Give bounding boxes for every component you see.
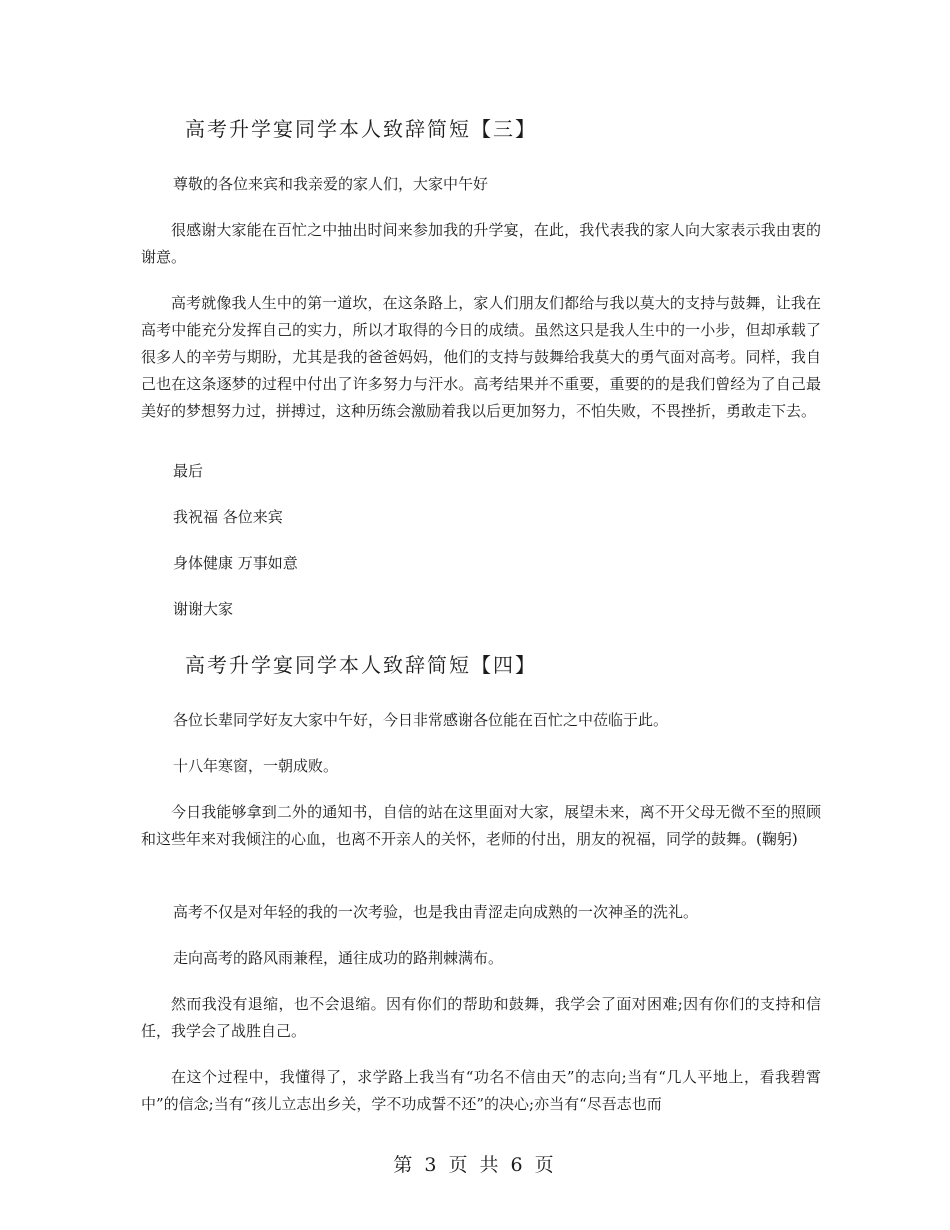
road-paragraph: 走向高考的路风雨兼程，通往成功的路荆棘满布。 bbox=[173, 949, 504, 967]
no-retreat-paragraph: 然而我没有退缩，也不会退缩。因有你们的帮助和鼓舞，我学会了面对困难;因有你们的支持和信任，我学会了战胜自己。 bbox=[141, 995, 821, 1040]
notice-paragraph: 今日我能够拿到二外的通知书，自信的站在这里面对大家，展望未来，离不开父母无微不至的照顾和这些年来对我倾注的心血，也离不开亲人的关怀，老师的付出，朋友的祝福，同学的鼓舞。(鞠躬) bbox=[141, 803, 821, 848]
closing-line-thanks: 谢谢大家 bbox=[173, 600, 234, 618]
opening-paragraph: 各位长辈同学好友大家中午好，今日非常感谢各位能在百忙之中莅临于此。 bbox=[173, 711, 669, 729]
closing-line-blessing: 我祝福 各位来宾 bbox=[173, 508, 283, 526]
page-number: 第 3 页 共 6 页 bbox=[393, 1154, 557, 1176]
thanks-paragraph: 很感谢大家能在百忙之中抽出时间来参加我的升学宴，在此，我代表我的家人向大家表示我由衷的谢意。 bbox=[141, 221, 821, 266]
learning-paragraph: 在这个过程中，我懂得了，求学路上我当有“功名不信由天”的志向;当有“几人平地上，看我碧霄中”的信念;当有“孩儿立志出乡关，学不功成誓不还”的决心;亦当有“尽吾志也而 bbox=[141, 1068, 821, 1113]
closing-line-last: 最后 bbox=[173, 462, 204, 480]
section-heading-4: 高考升学宴同学本人致辞简短【四】 bbox=[185, 653, 537, 677]
test-paragraph: 高考不仅是对年轻的我的一次考验，也是我由青涩走向成熟的一次神圣的洗礼。 bbox=[173, 903, 699, 921]
closing-line-wishes: 身体健康 万事如意 bbox=[173, 554, 298, 572]
eighteen-years-paragraph: 十八年寒窗，一朝成败。 bbox=[173, 757, 339, 775]
section-heading-3: 高考升学宴同学本人致辞简短【三】 bbox=[185, 117, 537, 141]
gaokao-paragraph: 高考就像我人生中的第一道坎，在这条路上，家人们朋友们都给与我以莫大的支持与鼓舞，让我在高考中能充分发挥自己的实力，所以才取得的今日的成绩。虽然这只是我人生中的一小步，但却承载了很多人的辛劳与期盼，尤其是我的爸爸妈妈，他们的支持与鼓舞给我莫大的勇气面对高考。同样，我自己也在这条逐梦的过程中付出了许多努力与汗水。高考结果并不重要，重要的的是我们曾经为了自己最美好的梦想努力过，拼搏过，这种历练会激励着我以后更加努力，不怕失败，不畏挫折，勇敢走下去。 bbox=[141, 294, 821, 420]
greeting-paragraph: 尊敬的各位来宾和我亲爱的家人们，大家中午好 bbox=[173, 175, 489, 193]
